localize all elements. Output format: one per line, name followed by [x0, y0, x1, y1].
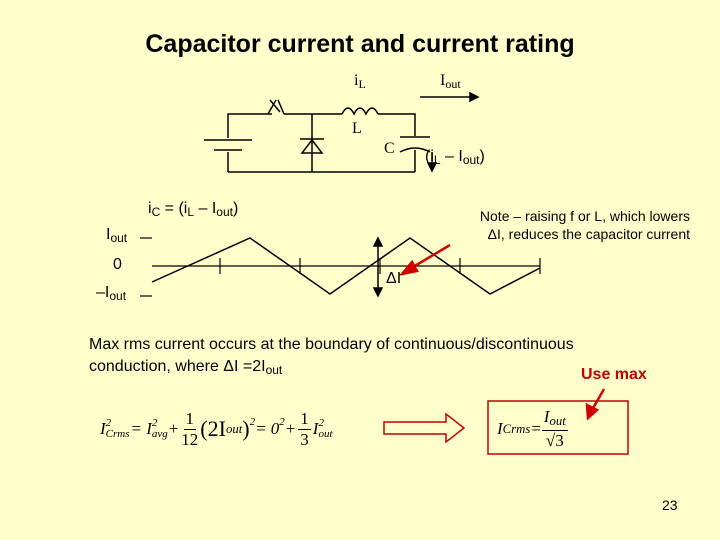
note-text: Note – raising f or L, which lowers ΔI, reduces the capacitor current [479, 208, 690, 242]
inductor-label: L [352, 120, 362, 137]
cap-current-label: $(i_L - I_{out})$ [425, 148, 485, 167]
y-top-label: $I_{out}$ [106, 226, 128, 245]
result-equation: I Crms = $I_{out}$ √3 [497, 407, 566, 450]
inductor [342, 108, 378, 114]
source [204, 140, 252, 150]
implies-arrow [384, 414, 464, 442]
rms-equation: I 2 Crms = I 2 avg + $\frac{1}{12}$ (2I out ) 2 = 0 2 + $\frac{1}{3}$ I 2 out [100, 408, 333, 449]
red-pointers [402, 245, 604, 418]
page-number: 23 [662, 497, 678, 513]
y-bot-label: $-I_{out}$ [96, 284, 127, 303]
il-label: $i_L$ [354, 72, 366, 91]
delta-arrow [374, 238, 382, 296]
body-text: Max rms current occurs at the boundary of continuous/discontinuous conduction, where $\Delta I =2I_{out}$ [89, 336, 574, 377]
iout-label: $I_{out}$ [440, 72, 461, 91]
y-zero-label: 0 [113, 256, 122, 273]
ic-label: $i_C = (i_L - I_{out})$ [148, 200, 239, 219]
slide-title: Capacitor current and current rating [145, 30, 575, 58]
switch [268, 100, 284, 114]
capacitor-label: C [384, 140, 395, 157]
delta-label: ΔI [386, 270, 402, 287]
use-max-label: Use max [581, 366, 647, 383]
